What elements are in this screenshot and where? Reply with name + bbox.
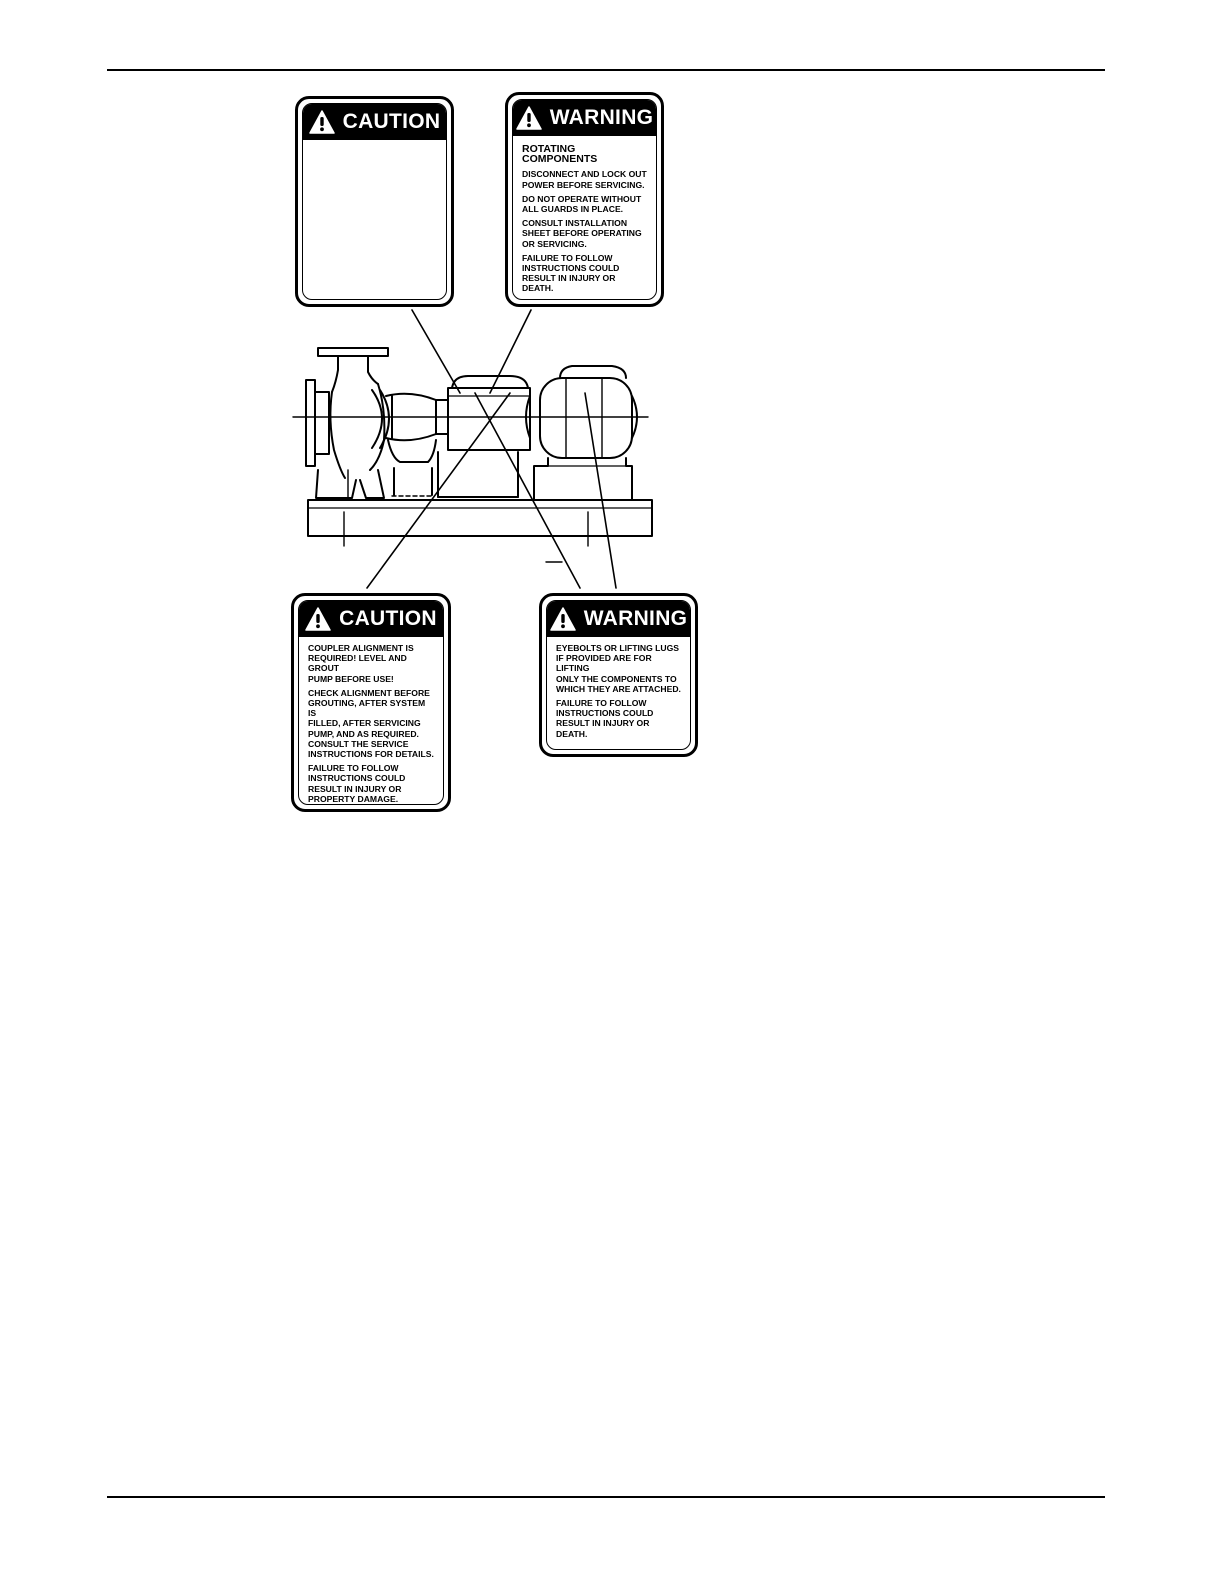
pump-assembly-drawing [280, 300, 720, 610]
warning-triangle-icon [305, 607, 331, 631]
label-paragraph: COUPLER ALIGNMENT IS REQUIRED! LEVEL AND GROUT PUMP BEFORE USE! [308, 643, 414, 684]
footer-rule [107, 1496, 1105, 1498]
label-paragraph: FAILURE TO FOLLOW INSTRUCTIONS COULD RESULT IN INJURY OR DEATH. [556, 698, 654, 739]
label-paragraph: EYEBOLTS OR LIFTING LUGS IF PROVIDED ARE FOR LIFTING ONLY THE COMPONENTS TO WHICH THEY ARE ATTACHED. [556, 643, 681, 694]
label-header-text: CAUTION [342, 110, 441, 133]
label-subtitle: ROTATING COMPONENTS [522, 143, 598, 166]
label-header-text: CAUTION [339, 607, 437, 630]
warning-label-header [547, 601, 690, 637]
warning-triangle-icon [516, 106, 542, 130]
label-body [303, 140, 446, 146]
warning-label-rotating-components [505, 92, 664, 307]
label-body [547, 637, 690, 739]
label-body [299, 637, 443, 804]
label-header-text: WARNING [549, 106, 654, 129]
label-paragraph: CONSULT INSTALLATION SHEET BEFORE OPERATING OR SERVICING. [522, 218, 642, 249]
caution-label-header [303, 104, 446, 140]
label-paragraph: CHECK ALIGNMENT BEFORE GROUTING, AFTER SYSTEM IS FILLED, AFTER SERVICING PUMP, AND AS REQUIRED. CONSULT THE SERVICE INSTRUCTIONS FOR DETAILS. [308, 687, 434, 760]
label-paragraph: FAILURE TO FOLLOW INSTRUCTIONS COULD RESULT IN INJURY OR DEATH. [522, 252, 620, 294]
warning-label-header [513, 100, 656, 136]
warning-triangle-icon [550, 607, 576, 631]
caution-label-coupler-alignment [291, 593, 451, 812]
header-rule [107, 69, 1105, 71]
label-header-text: WARNING [583, 607, 688, 630]
caution-label-top-left [295, 96, 454, 307]
warning-label-lifting-lugs [539, 593, 698, 757]
warning-triangle-icon [309, 110, 335, 134]
label-body [513, 136, 656, 294]
caution-label-header [299, 601, 443, 637]
label-paragraph: DO NOT OPERATE WITHOUT ALL GUARDS IN PLACE. [522, 193, 642, 215]
label-paragraph: DISCONNECT AND LOCK OUT POWER BEFORE SERVICING. [522, 169, 647, 190]
label-paragraph: FAILURE TO FOLLOW INSTRUCTIONS COULD RESULT IN INJURY OR PROPERTY DAMAGE. [308, 763, 406, 804]
